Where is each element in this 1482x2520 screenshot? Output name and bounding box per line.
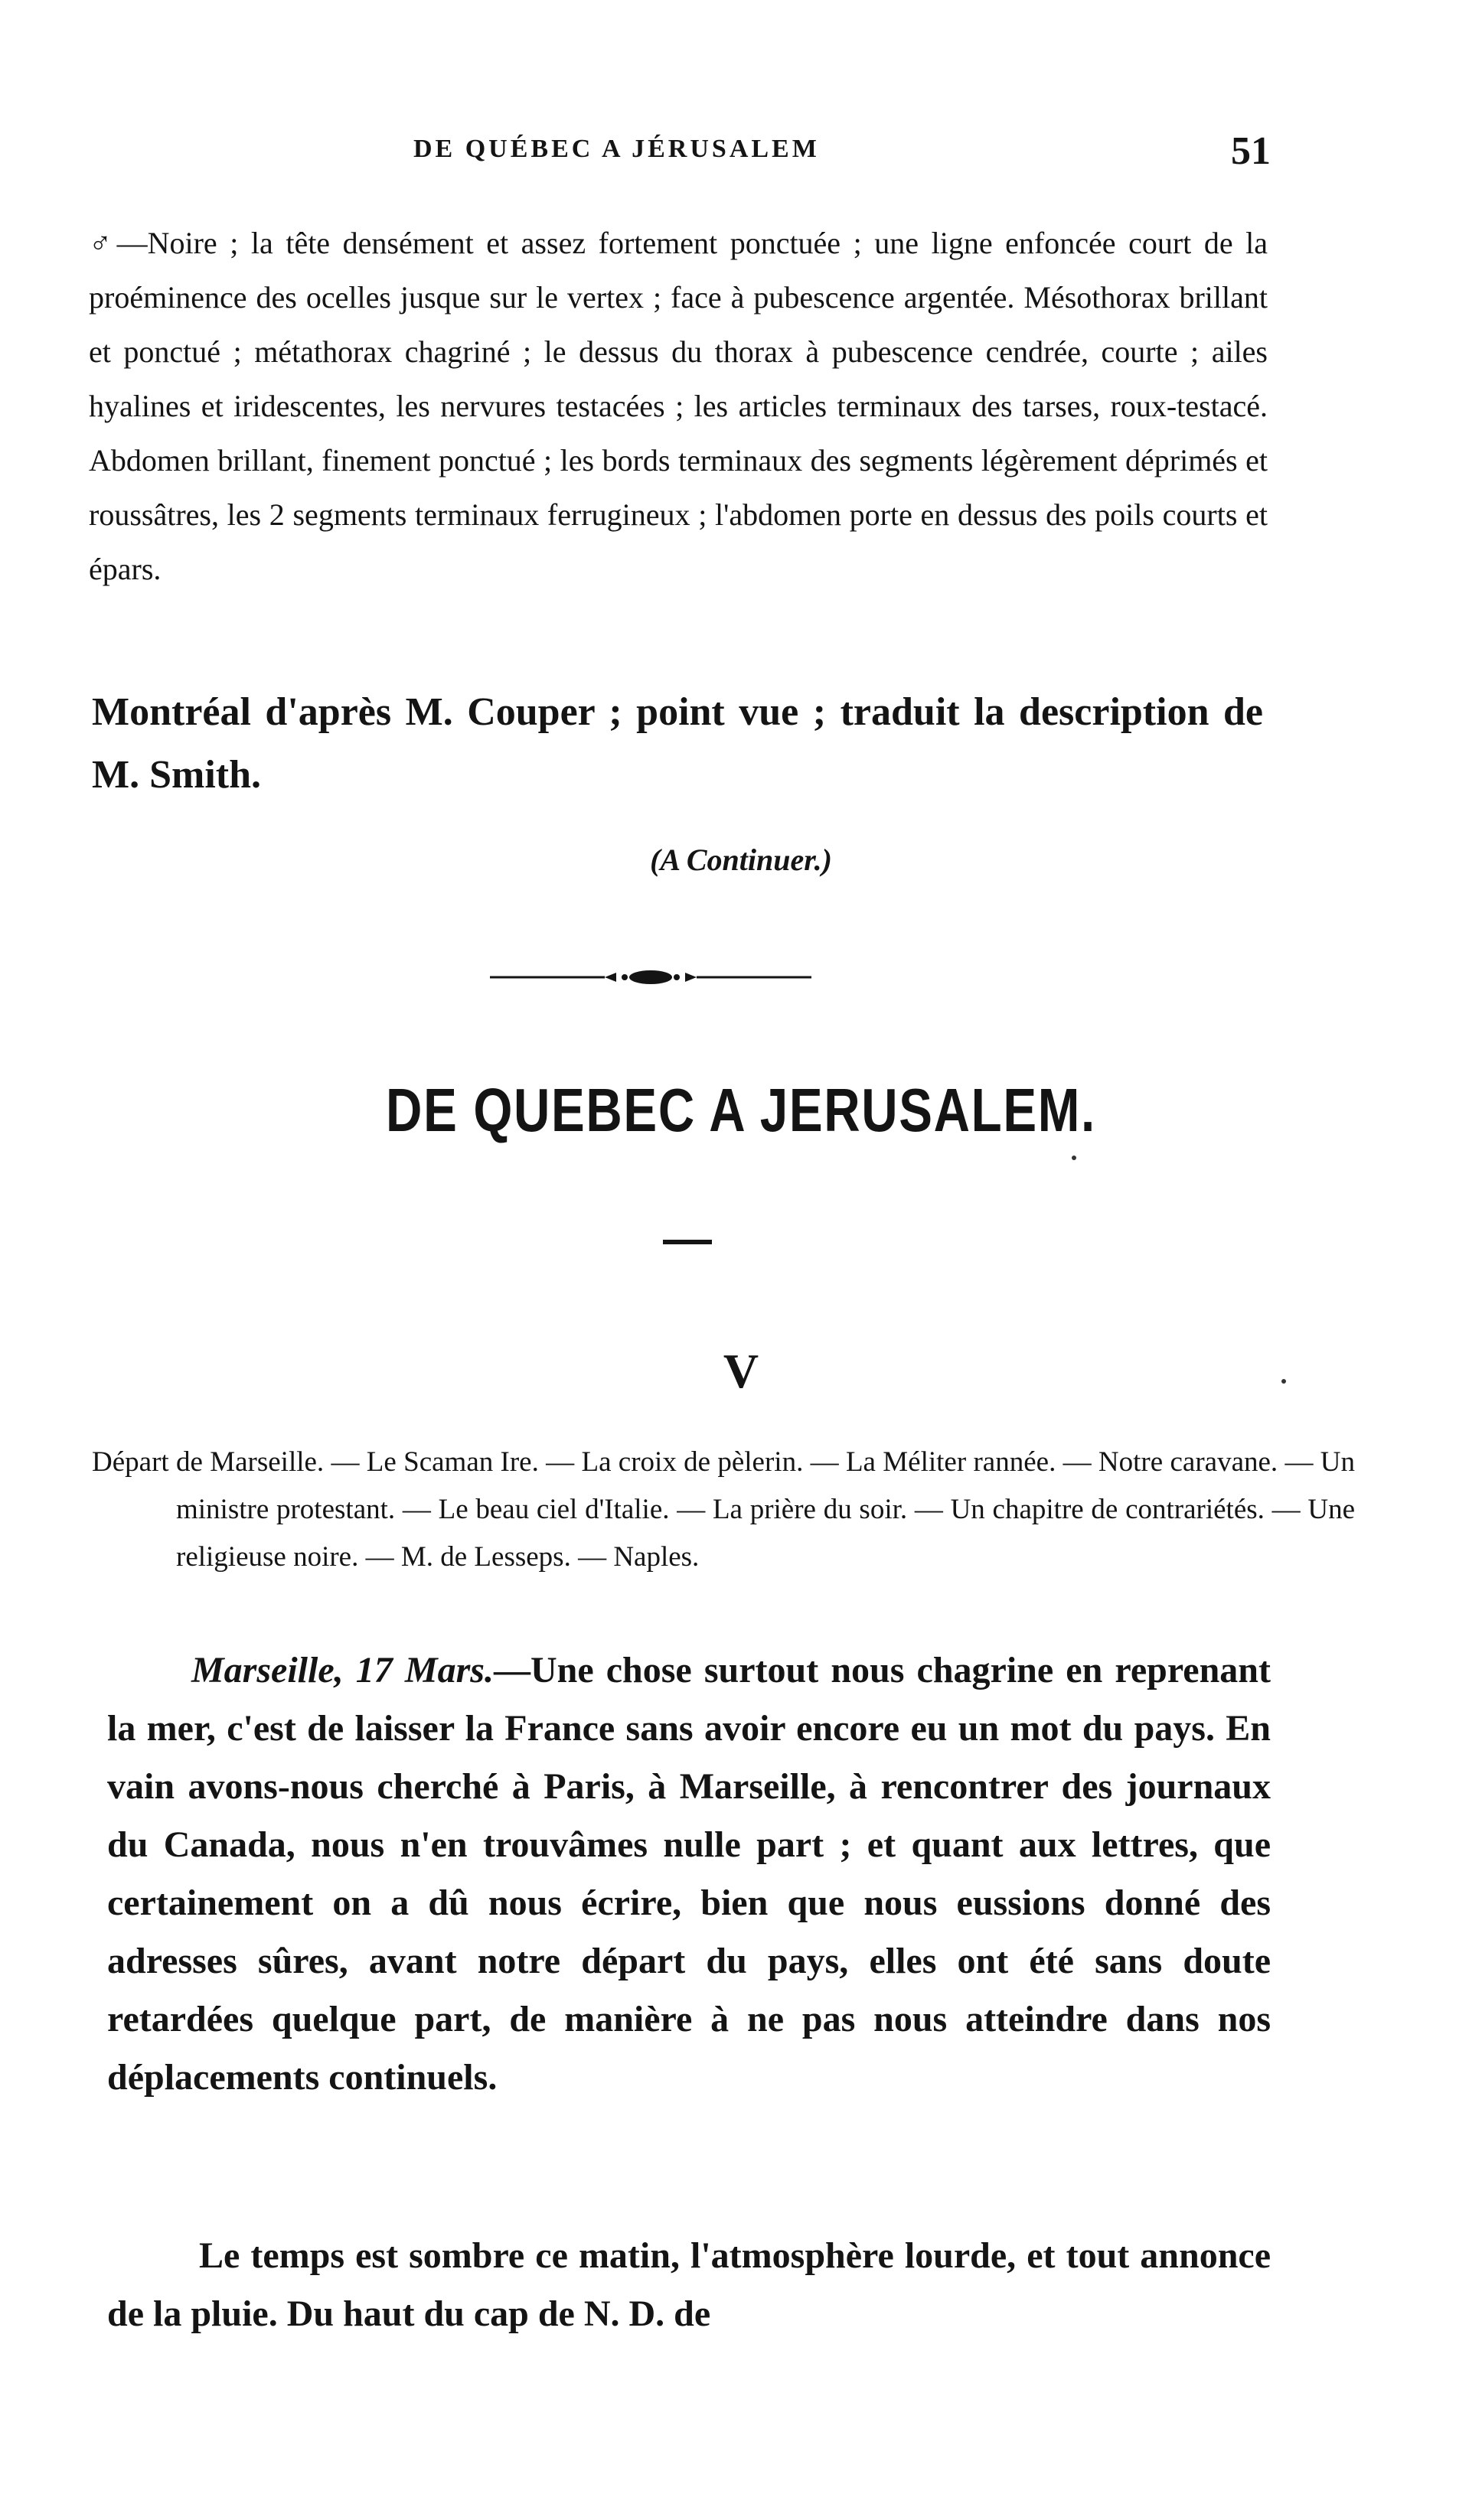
print-speck bbox=[1072, 1156, 1076, 1160]
article-title: DE QUEBEC A JERUSALEM. bbox=[386, 1076, 1096, 1144]
ornament-divider-icon bbox=[490, 966, 811, 989]
chapter-number: V bbox=[723, 1344, 759, 1398]
running-title: DE QUÉBEC A JÉRUSALEM bbox=[413, 135, 820, 163]
continuation-text: —Noire ; la tête densément et assez fortement ponctuée ; une ligne enfoncée court de la proéminence des ocelles jusque sur le vertex ; face à pubescence argentée. Mésothorax brillant et ponctué ; métathorax chagriné ; le dessus du thorax à pubescence cendrée, courte ; ailes hyalines et iridescentes, les nervures testacées ; les articles terminaux des tarses, roux-testacé. Abdomen brillant, finement ponctué ; les bords terminaux des segments légèrement déprimés et roussâtres, les 2 segments terminaux ferrugineux ; l'abdomen porte en dessus des poils courts et épars. bbox=[89, 226, 1268, 586]
title-rule bbox=[663, 1240, 712, 1244]
running-head bbox=[92, 129, 1271, 181]
print-speck bbox=[1281, 1379, 1286, 1384]
dateline: Marseille, 17 Mars. bbox=[191, 1650, 494, 1690]
body-paragraph-text: —Une chose surtout nous chagrine en reprenant la mer, c'est de laisser la France sans avoir encore eu un mot du pays. En vain avons-nous cherché à Paris, à Marseille, à rencontrer des journaux du Canada, nous n'en trouvâmes nulle part ; et quant aux lettres, que certainement on a dû nous écrire, bien que nous eussions donné des adresses sûres, avant notre départ du pays, elles ont été sans doute retardées quelque part, de manière à ne pas nous atteindre dans nos déplacements continuels. bbox=[107, 1650, 1271, 2098]
body-paragraph: Le temps est sombre ce matin, l'atmosphère lourde, et tout annonce de la pluie. Du haut du cap de N. D. de bbox=[107, 2235, 1271, 2334]
body-paragraph bbox=[107, 1641, 1271, 2107]
to-be-continued: (A Continuer.) bbox=[650, 843, 832, 877]
continuation-paragraph bbox=[89, 216, 1268, 596]
page-number: 51 bbox=[1231, 129, 1271, 173]
male-symbol-icon: ♂ bbox=[89, 226, 117, 260]
continuation-note: Montréal d'après M. Couper ; point vue ; traduit la description de M. Smith. bbox=[92, 690, 1263, 797]
chapter-summary: Départ de Marseille. — Le Scaman Ire. — La croix de pèlerin. — La Méliter rannée. — Notre caravane. — Un ministre protestant. — Le beau ciel d'Italie. — La prière du soir. — Un chapitre de contrariétés. — Une religieuse noire. — M. de Lesseps. — Naples. bbox=[92, 1446, 1355, 1573]
